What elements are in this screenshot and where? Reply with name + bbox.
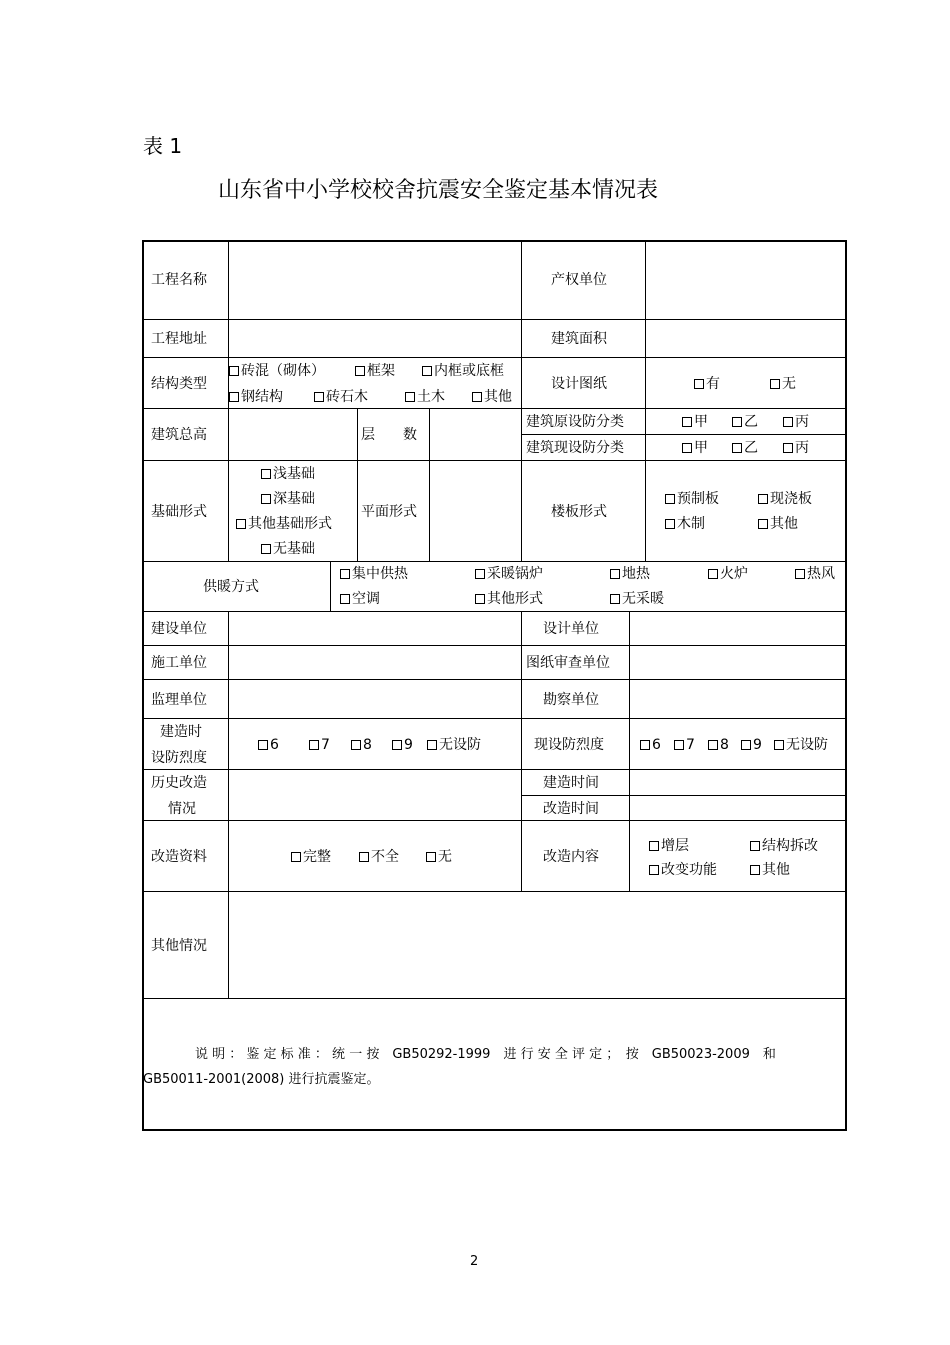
other-info-label: 其他情况 (151, 938, 207, 954)
heating-label: 供暖方式 (203, 579, 259, 595)
docs-option-incomplete[interactable]: 不全 (359, 849, 399, 865)
heating-option-boiler[interactable]: 采暖锅炉 (475, 566, 543, 582)
structure-option-brick-stone-wood[interactable]: 砖石木 (314, 389, 368, 405)
orig-intensity-label-line2: 设防烈度 (151, 750, 207, 766)
current-intensity-label: 现设防烈度 (534, 737, 604, 753)
curr-class-c[interactable]: 丙 (783, 440, 809, 456)
curr-intensity-9[interactable]: 9 (741, 737, 762, 753)
slab-option-precast[interactable]: 预制板 (665, 491, 719, 507)
orig-intensity-9[interactable]: 9 (392, 737, 413, 753)
design-drawings-label: 设计图纸 (551, 376, 607, 392)
renovation-time-field[interactable] (630, 796, 845, 819)
heating-option-ac[interactable]: 空调 (340, 591, 380, 607)
design-unit-field[interactable] (630, 612, 845, 644)
docs-option-none[interactable]: 无 (426, 849, 452, 865)
structure-option-inner-frame[interactable]: 内框或底框 (422, 363, 504, 379)
supervision-unit-field[interactable] (229, 680, 520, 717)
heating-option-none[interactable]: 无采暖 (610, 591, 664, 607)
curr-intensity-8[interactable]: 8 (708, 737, 729, 753)
orig-class-a[interactable]: 甲 (682, 414, 708, 430)
structure-option-frame[interactable]: 框架 (355, 363, 395, 379)
foundation-option-other[interactable]: 其他基础形式 (236, 516, 332, 532)
slab-option-cast-in-place[interactable]: 现浇板 (758, 491, 812, 507)
orig-intensity-label-line1: 建造时 (160, 724, 202, 740)
other-info-field[interactable] (229, 892, 845, 997)
property-unit-field[interactable] (646, 242, 845, 318)
project-address-field[interactable] (229, 320, 520, 356)
curr-intensity-6[interactable]: 6 (640, 737, 661, 753)
plan-form-field[interactable] (430, 461, 520, 560)
review-unit-label: 图纸审查单位 (526, 655, 610, 671)
survey-unit-label: 勘察单位 (543, 692, 599, 708)
builder-unit-label: 施工单位 (151, 655, 207, 671)
renovation-docs-label: 改造资料 (151, 849, 207, 865)
foundation-label: 基础形式 (151, 504, 207, 520)
total-height-field[interactable] (229, 409, 356, 459)
property-unit-label: 产权单位 (551, 272, 607, 288)
renovation-time-label: 改造时间 (543, 801, 599, 817)
renovation-content-label: 改造内容 (543, 849, 599, 865)
building-area-field[interactable] (646, 320, 845, 356)
building-area-label: 建筑面积 (551, 331, 607, 347)
orig-intensity-7[interactable]: 7 (309, 737, 330, 753)
docs-option-complete[interactable]: 完整 (291, 849, 331, 865)
curr-intensity-none[interactable]: 无设防 (774, 737, 828, 753)
curr-class-a[interactable]: 甲 (682, 440, 708, 456)
foundation-option-shallow[interactable]: 浅基础 (261, 466, 315, 482)
curr-class-b[interactable]: 乙 (732, 440, 758, 456)
plan-form-label: 平面形式 (361, 504, 417, 520)
build-time-field[interactable] (630, 770, 845, 794)
project-address-label: 工程地址 (151, 331, 207, 347)
floors-label: 层 数 (361, 427, 417, 443)
curr-intensity-7[interactable]: 7 (674, 737, 695, 753)
heating-option-floor[interactable]: 地热 (610, 566, 650, 582)
original-class-label: 建筑原设防分类 (526, 414, 624, 430)
design-unit-label: 设计单位 (543, 621, 599, 637)
foundation-option-none[interactable]: 无基础 (261, 541, 315, 557)
page-number: 2 (470, 1254, 479, 1269)
structure-option-other[interactable]: 其他 (472, 389, 512, 405)
floors-field[interactable] (430, 409, 520, 459)
content-option-function-change[interactable]: 改变功能 (649, 862, 717, 878)
orig-intensity-none[interactable]: 无设防 (427, 737, 481, 753)
builder-unit-field[interactable] (229, 646, 520, 678)
content-option-other[interactable]: 其他 (750, 862, 790, 878)
history-label-line1: 历史改造 (151, 775, 207, 791)
drawings-option-yes[interactable]: 有 (694, 376, 720, 392)
history-label-line2: 情况 (168, 801, 196, 817)
content-option-add-floor[interactable]: 增层 (649, 838, 689, 854)
orig-class-c[interactable]: 丙 (783, 414, 809, 430)
structure-option-earth-wood[interactable]: 土木 (405, 389, 445, 405)
survey-unit-field[interactable] (630, 680, 845, 717)
structure-type-label: 结构类型 (151, 376, 207, 392)
construction-unit-field[interactable] (229, 612, 520, 644)
content-option-structure-change[interactable]: 结构拆改 (750, 838, 818, 854)
note-line-1: 说 明 ： 鉴 定 标 准 ： 统 一 按 GB50292-1999 进 行 安 全 评 定 ； 按 GB50023-2009 和 (195, 1047, 776, 1062)
structure-option-steel[interactable]: 钢结构 (229, 389, 283, 405)
slab-option-other[interactable]: 其他 (758, 516, 798, 532)
history-field[interactable] (229, 770, 520, 819)
heating-option-central[interactable]: 集中供热 (340, 566, 408, 582)
orig-class-b[interactable]: 乙 (732, 414, 758, 430)
orig-intensity-8[interactable]: 8 (351, 737, 372, 753)
construction-unit-label: 建设单位 (151, 621, 207, 637)
page-title: 山东省中小学校校舍抗震安全鉴定基本情况表 (218, 178, 659, 203)
table-number: 表 1 (143, 134, 183, 158)
foundation-option-deep[interactable]: 深基础 (261, 491, 315, 507)
review-unit-field[interactable] (630, 646, 845, 678)
heating-option-hot-air[interactable]: 热风 (795, 566, 835, 582)
note-line-2: GB50011-2001(2008) 进行抗震鉴定。 (143, 1072, 380, 1087)
orig-intensity-6[interactable]: 6 (258, 737, 279, 753)
project-name-field[interactable] (229, 242, 520, 318)
slab-option-wood[interactable]: 木制 (665, 516, 705, 532)
heating-option-stove[interactable]: 火炉 (708, 566, 748, 582)
total-height-label: 建筑总高 (151, 427, 207, 443)
heating-option-other[interactable]: 其他形式 (475, 591, 543, 607)
drawings-option-no[interactable]: 无 (770, 376, 796, 392)
structure-option-masonry[interactable]: 砖混（砌体） (229, 363, 325, 379)
floor-slab-label: 楼板形式 (551, 504, 607, 520)
supervision-unit-label: 监理单位 (151, 692, 207, 708)
current-class-label: 建筑现设防分类 (526, 440, 624, 456)
build-time-label: 建造时间 (543, 775, 599, 791)
project-name-label: 工程名称 (151, 272, 207, 288)
